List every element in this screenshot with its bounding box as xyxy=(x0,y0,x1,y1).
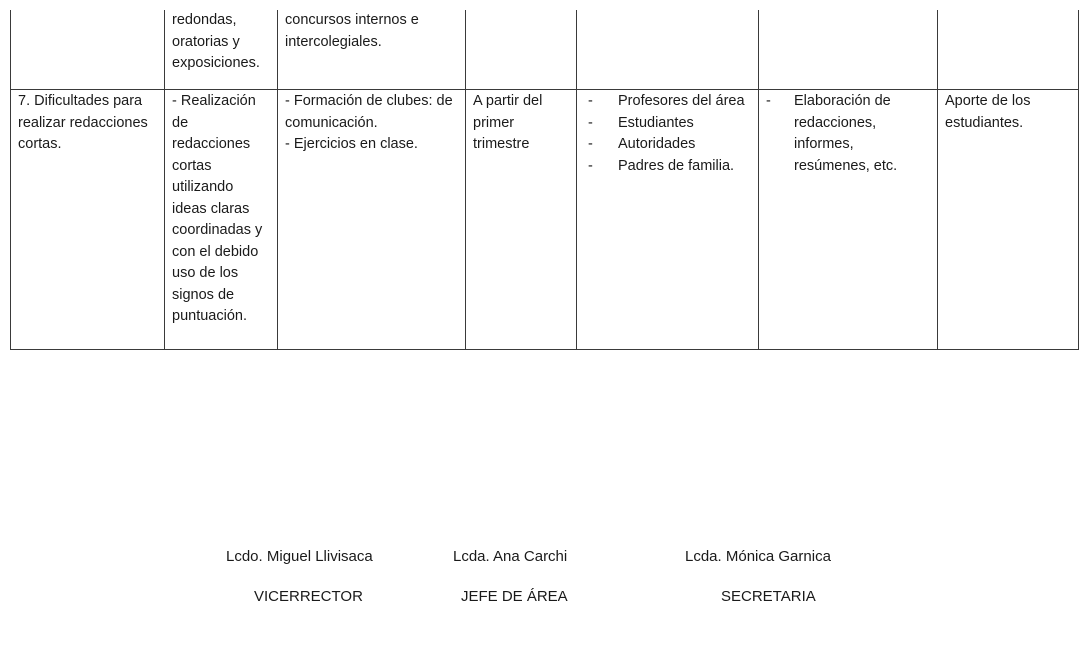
cell-tiempo: A partir del primer trimestre xyxy=(466,90,577,350)
responsable-label: Padres de familia. xyxy=(618,157,735,174)
cell-continuation-col6 xyxy=(759,10,938,90)
cell-estrategias xyxy=(278,90,466,350)
planning-table xyxy=(10,10,1079,350)
signature-name-jefe-area: Lcda. Ana Carchi xyxy=(453,548,568,565)
cell-continuation-col3: concursos internos e intercolegiales. xyxy=(278,10,466,90)
responsable-label: Profesores del área xyxy=(618,93,745,109)
cell-actividades xyxy=(759,90,938,350)
responsable-label: Estudiantes xyxy=(618,114,694,131)
cell-problema: 7. Dificultades para realizar redacciones cortas. xyxy=(11,90,165,350)
signature-role-jefe-area: JEFE DE ÁREA xyxy=(461,588,568,605)
estrategia-item: - Formación de clubes: de comunicación. xyxy=(285,93,453,131)
dash-bullet: - xyxy=(588,93,593,109)
signature-name-secretaria: Lcda. Mónica Garnica xyxy=(685,548,831,565)
list-item xyxy=(584,156,751,178)
list-item xyxy=(584,113,751,135)
cell-responsables xyxy=(577,90,759,350)
dash-bullet: - xyxy=(588,157,593,174)
cell-continuation-col4 xyxy=(466,10,577,90)
cell-objetivo: - Realización de redacciones cortas utilizando ideas claras coordinadas y con el debido uso de los signos de puntuación. xyxy=(165,90,278,350)
signature-role-secretaria: SECRETARIA xyxy=(721,588,816,605)
cell-continuation-col2: redondas, oratorias y exposiciones. xyxy=(165,10,278,90)
actividad-label: Elaboración de redacciones, informes, resúmenes, etc. xyxy=(794,93,898,174)
responsables-list xyxy=(584,91,751,177)
cell-continuation-col1 xyxy=(11,10,165,90)
dash-bullet: - xyxy=(588,136,593,152)
table-row-7 xyxy=(11,90,1079,350)
cell-continuation-col7 xyxy=(938,10,1079,90)
cell-continuation-col5 xyxy=(577,10,759,90)
responsable-label: Autoridades xyxy=(618,136,696,152)
signature-name-vicerrector: Lcdo. Miguel Llivisaca xyxy=(226,548,373,565)
estrategia-item: - Ejercicios en clase. xyxy=(285,136,418,152)
signature-role-vicerrector: VICERRECTOR xyxy=(254,588,363,605)
dash-bullet: - xyxy=(588,114,593,131)
table-row-continuation xyxy=(11,10,1079,90)
dash-bullet: - xyxy=(766,93,771,109)
cell-recursos: Aporte de los estudiantes. xyxy=(938,90,1079,350)
actividades-list xyxy=(766,91,930,177)
list-item xyxy=(766,91,930,177)
list-item xyxy=(584,134,751,156)
list-item xyxy=(584,91,751,113)
